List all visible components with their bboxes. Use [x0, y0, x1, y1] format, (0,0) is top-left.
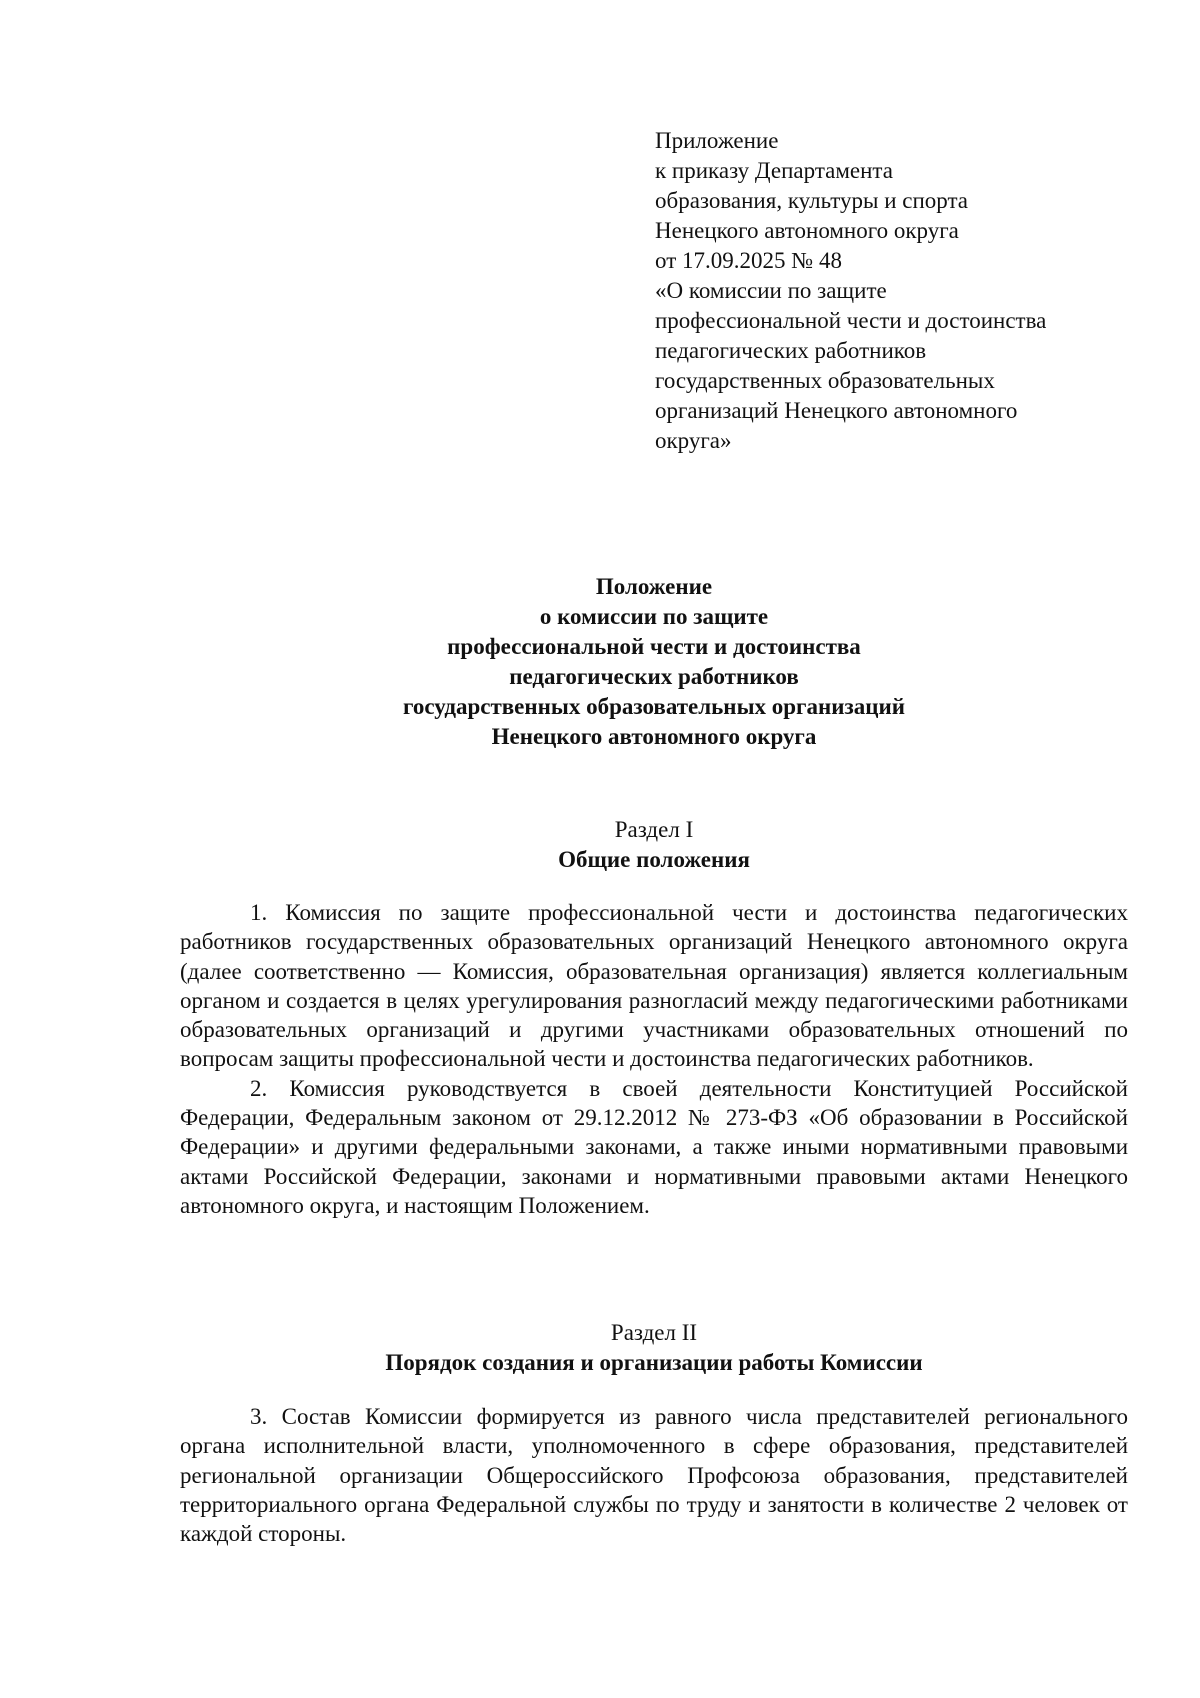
appendix-line: государственных образовательных: [655, 368, 995, 393]
appendix-line: «О комиссии по защите: [655, 278, 887, 303]
appendix-line: Приложение: [655, 128, 779, 153]
appendix-line: педагогических работников: [655, 338, 927, 363]
title-line: профессиональной чести и достоинства: [447, 634, 861, 659]
section-1-body: [180, 898, 1128, 1220]
section-heading-1: [180, 815, 1128, 875]
title-line: Ненецкого автономного округа: [491, 724, 817, 749]
appendix-line: Ненецкого автономного округа: [655, 218, 959, 243]
paragraph: 1. Комиссия по защите профессиональной чести и достоинства педагогических работников государственных образовательных организаций Ненецкого автономного округа (далее соответственно — Комиссия, образовательная организация) является коллегиальным органом и создается в целях урегулирования разногласий между педагогическими работниками образовательных организаций и другими участниками образовательных отношений по вопросам защиты профессиональной чести и достоинства педагогических работников.: [180, 900, 1128, 1072]
appendix-line: от 17.09.2025 № 48: [655, 248, 842, 273]
section-2-body: [180, 1402, 1128, 1548]
document-title: [180, 572, 1128, 752]
section-number: Раздел II: [610, 1320, 698, 1345]
appendix-line: к приказу Департамента: [655, 158, 893, 183]
paragraph: 2. Комиссия руководствуется в своей деятельности Конституцией Российской Федерации, Федеральным законом от 29.12.2012 № 273-ФЗ «Об образовании в Российской Федерации» и другими федеральными законами, а также иными нормативными правовыми актами Российской Федерации, законами и нормативными правовыми актами Ненецкого автономного округа, и настоящим Положением.: [180, 1075, 1128, 1218]
appendix-header: [655, 126, 1135, 456]
paragraph: 3. Состав Комиссии формируется из равного числа представителей регионального органа исполнительной власти, уполномоченного в сфере образования, представителей региональной организации Общероссийского Профсоюза образования, представителей территориального органа Федеральной службы по труду и занятости в количестве 2 человек от каждой стороны.: [180, 1404, 1128, 1547]
appendix-line: организаций Ненецкого автономного: [655, 398, 1018, 423]
title-line: педагогических работников: [509, 664, 799, 689]
section-heading-2: [180, 1318, 1128, 1378]
title-line: о комиссии по защите: [539, 604, 769, 629]
section-name: Общие положения: [558, 847, 750, 872]
title-line: государственных образовательных организаций: [402, 694, 906, 719]
appendix-line: округа»: [655, 428, 732, 453]
appendix-line: образования, культуры и спорта: [655, 188, 969, 213]
section-number: Раздел I: [614, 817, 694, 842]
section-name: Порядок создания и организации работы Комиссии: [385, 1350, 923, 1375]
appendix-line: профессиональной чести и достоинства: [655, 308, 1047, 333]
title-line: Положение: [595, 574, 713, 599]
